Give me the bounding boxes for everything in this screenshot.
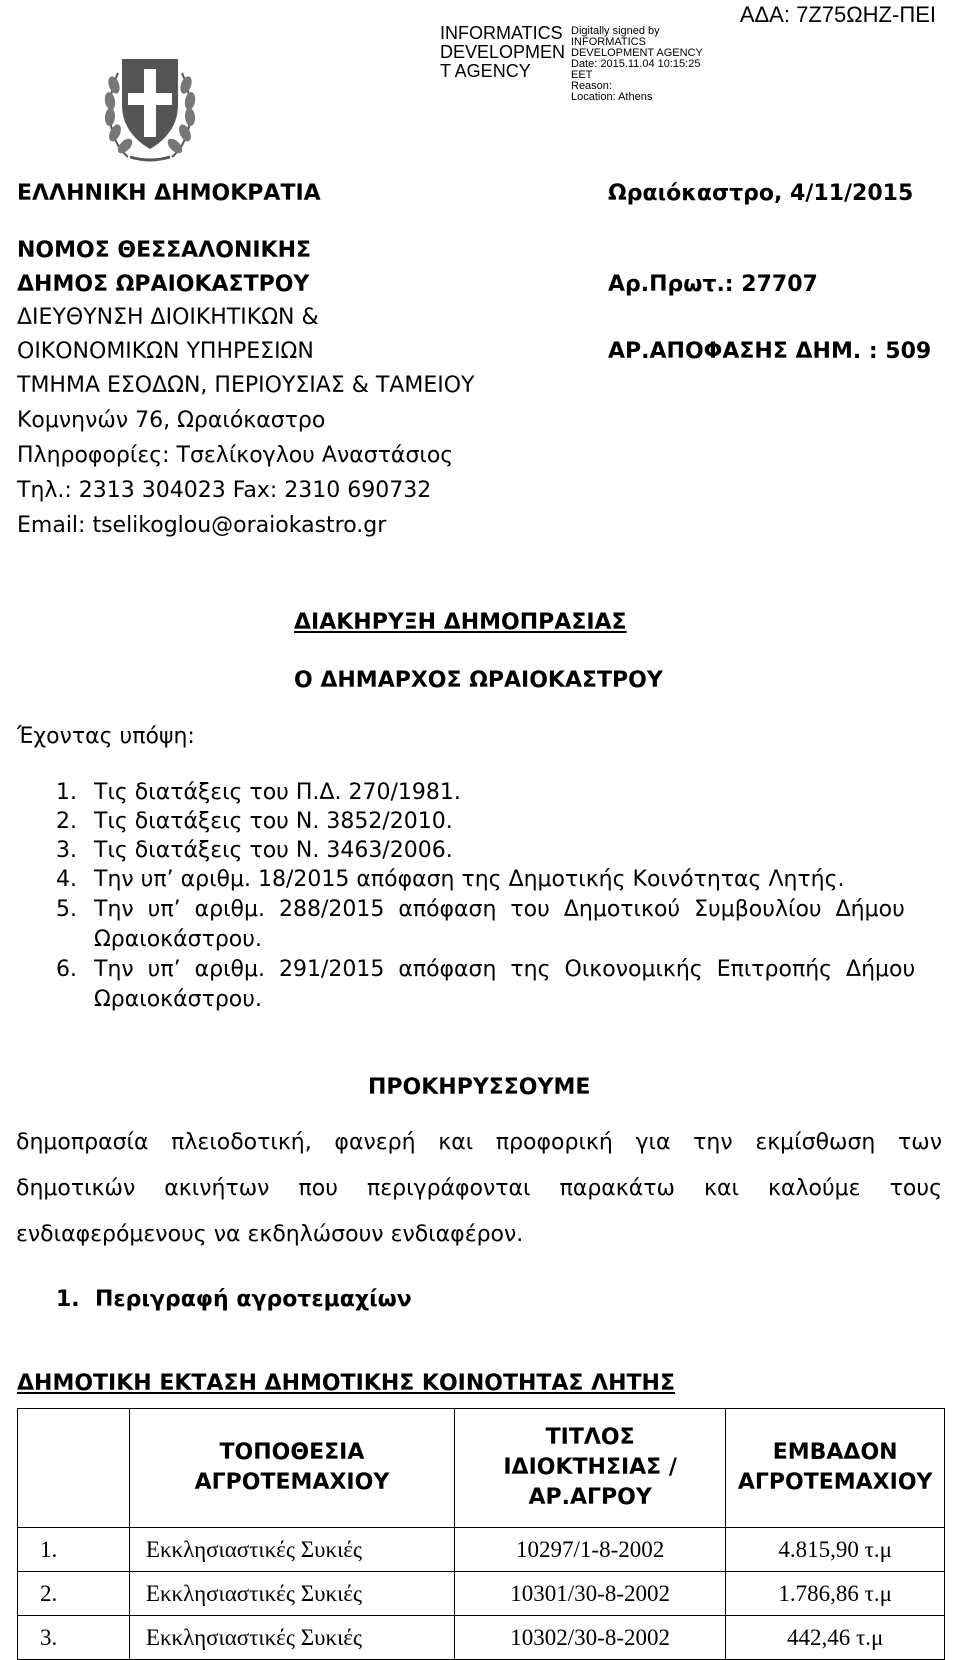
signature-detail-line: Location: Athens <box>571 91 653 103</box>
municipality: ΔΗΜΟΣ ΩΡΑΙΟΚΑΣΤΡΟΥ <box>17 272 310 297</box>
table-caption: ΔΗΜΟΤΙΚΗ ΕΚΤΑΣΗ ΔΗΜΟΤΙΚΗΣ ΚΟΙΝΟΤΗΤΑΣ ΛΗΤΗΣ <box>17 1371 676 1396</box>
table-header-row <box>18 1409 945 1528</box>
header-line: ΕΜΒΑΔΟΝ <box>772 1440 898 1465</box>
list-number: 2. <box>56 809 77 834</box>
plots-table <box>17 1408 945 1660</box>
list-text: Τις διατάξεις του Ν. 3463/2006. <box>94 838 453 863</box>
signature-detail-line: EET <box>571 69 593 81</box>
proclaim-heading: ΠΡΟΚΗΡΥΣΣΟΥΜΕ <box>368 1075 591 1100</box>
announcement-paragraph: δημοπρασία πλειοδοτική, φανερή και προφορική για την εκμίσθωση των δημοτικών ακινήτων που περιγράφονται παρακάτω και καλούμε τους ενδιαφερόμενους να εκδηλώσουν ενδιαφέρον. <box>16 1130 942 1247</box>
phone-fax: Τηλ.: 2313 304023 Fax: 2310 690732 <box>17 478 432 503</box>
table-row <box>18 1616 945 1660</box>
signature-details <box>571 26 703 103</box>
header-cell-number <box>18 1409 130 1528</box>
signature-detail-line: Digitally signed by <box>571 25 660 37</box>
place-date: Ωραιόκαστρο, 4/11/2015 <box>608 181 914 206</box>
list-text: Τις διατάξεις του Ν. 3852/2010. <box>94 809 453 834</box>
email: Email: tselikoglou@oraiokastro.gr <box>17 513 387 538</box>
row-area: 442,46 τ.μ <box>726 1616 945 1660</box>
signature-detail-line: Date: 2015.11.04 10:15:25 <box>571 58 701 70</box>
header-cell-area <box>726 1409 945 1528</box>
decision-number: ΑΡ.ΑΠΟΦΑΣΗΣ ΔΗΜ. : 509 <box>608 339 932 364</box>
list-number: 6. <box>56 957 77 982</box>
signature-agency-name <box>440 24 565 81</box>
header-line: ΤΙΤΛΟΣ <box>545 1425 635 1450</box>
agency-line: INFORMATICS <box>440 23 563 43</box>
row-location: Εκκλησιαστικές Συκιές <box>129 1616 454 1660</box>
row-area: 4.815,90 τ.μ <box>726 1528 945 1572</box>
signature-detail-line: INFORMATICS <box>571 36 646 48</box>
signature-detail-line: DEVELOPMENT AGENCY <box>571 47 703 59</box>
department: ΤΜΗΜΑ ΕΣΟΔΩΝ, ΠΕΡΙΟΥΣΙΑΣ & ΤΑΜΕΙΟΥ <box>17 373 475 398</box>
table-row <box>18 1572 945 1616</box>
header-cell-title <box>454 1409 725 1528</box>
list-number: 1. <box>56 780 77 805</box>
list-number: 3. <box>56 838 77 863</box>
row-number: 3. <box>18 1616 130 1660</box>
header-line: ΑΓΡΟΤΕΜΑΧΙΟΥ <box>194 1470 390 1495</box>
directorate-line-2: ΟΙΚΟΝΟΜΙΚΩΝ ΥΠΗΡΕΣΙΩΝ <box>17 339 314 364</box>
ada-code: ΑΔΑ: 7Ζ75ΩΗΖ-ΠΕΙ <box>739 2 936 27</box>
info-contact: Πληροφορίες: Τσελίκογλου Αναστάσιος <box>17 443 454 468</box>
list-text: Ωραιοκάστρου. <box>94 927 262 952</box>
prefecture: ΝΟΜΟΣ ΘΕΣΣΑΛΟΝΙΚΗΣ <box>17 238 312 263</box>
list-text: Την υπ’ αριθμ. 288/2015 απόφαση του Δημοτικού Συμβουλίου Δήμου <box>94 897 905 922</box>
agency-line: DEVELOPMEN <box>440 42 566 62</box>
list-text: Την υπ’ αριθμ. 18/2015 απόφαση της Δημοτικής Κοινότητας Λητής. <box>94 867 845 892</box>
header-line: ΑΡ.ΑΓΡΟΥ <box>528 1485 652 1510</box>
considering-label: Έχοντας υπόψη: <box>17 724 195 749</box>
republic-heading: ΕΛΛΗΝΙΚΗ ΔΗΜΟΚΡΑΤΙΑ <box>17 181 321 206</box>
row-number: 2. <box>18 1572 130 1616</box>
row-title: 10302/30-8-2002 <box>454 1616 725 1660</box>
row-number: 1. <box>18 1528 130 1572</box>
address: Κομνηνών 76, Ωραιόκαστρο <box>17 408 326 433</box>
greek-coat-of-arms-emblem <box>100 45 200 165</box>
list-text: Την υπ’ αριθμ. 291/2015 απόφαση της Οικονομικής Επιτροπής Δήμου <box>94 957 916 982</box>
document-subtitle: Ο ΔΗΜΑΡΧΟΣ ΩΡΑΙΟΚΑΣΤΡΟΥ <box>294 668 663 693</box>
table-row <box>18 1528 945 1572</box>
list-number: 5. <box>56 897 77 922</box>
row-title: 10297/1-8-2002 <box>454 1528 725 1572</box>
signature-detail-line: Reason: <box>571 80 612 92</box>
row-location: Εκκλησιαστικές Συκιές <box>129 1528 454 1572</box>
header-line: ΑΓΡΟΤΕΜΑΧΙΟΥ <box>737 1470 933 1495</box>
header-cell-location <box>129 1409 454 1528</box>
row-title: 10301/30-8-2002 <box>454 1572 725 1616</box>
list-number: 4. <box>56 867 77 892</box>
protocol-number: Αρ.Πρωτ.: 27707 <box>608 272 818 297</box>
header-line: ΙΔΙΟΚΤΗΣΙΑΣ / <box>503 1455 677 1480</box>
row-location: Εκκλησιαστικές Συκιές <box>129 1572 454 1616</box>
list-text: Τις διατάξεις του Π.Δ. 270/1981. <box>94 780 461 805</box>
header-line: ΤΟΠΟΘΕΣΙΑ <box>219 1440 365 1465</box>
document-title: ΔΙΑΚΗΡΥΞΗ ΔΗΜΟΠΡΑΣΙΑΣ <box>294 610 627 635</box>
row-area: 1.786,86 τ.μ <box>726 1572 945 1616</box>
section-heading: 1. Περιγραφή αγροτεμαχίων <box>56 1287 412 1312</box>
list-text: Ωραιοκάστρου. <box>94 987 262 1012</box>
directorate-line-1: ΔΙΕΥΘΥΝΣΗ ΔΙΟΙΚΗΤΙΚΩΝ & <box>17 305 319 330</box>
agency-line: T AGENCY <box>440 61 531 81</box>
